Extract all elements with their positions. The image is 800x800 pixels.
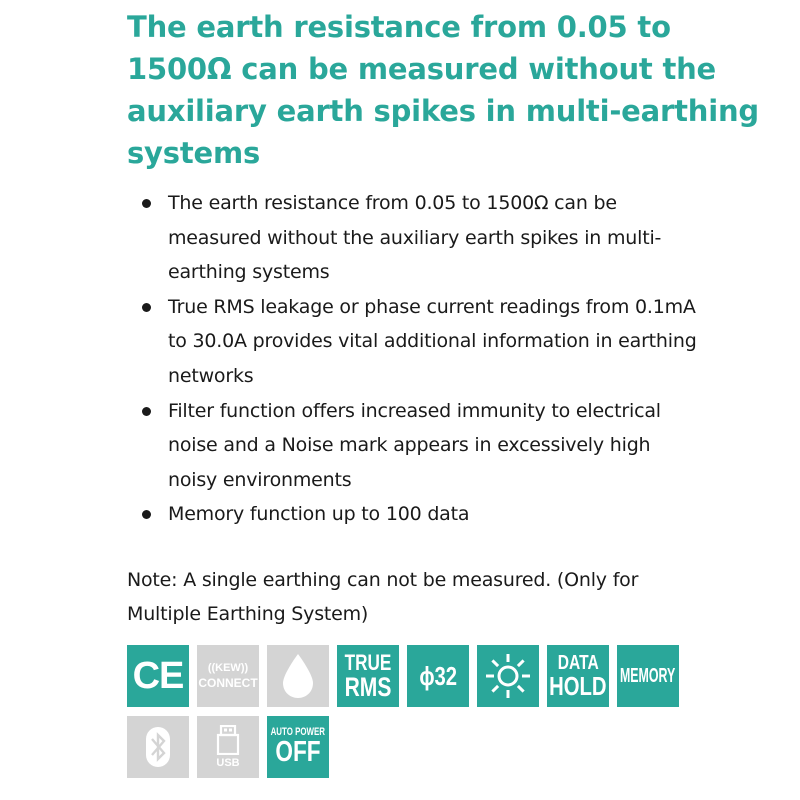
auto-power-text: AUTO POWER bbox=[270, 726, 326, 738]
off-text: OFF bbox=[275, 736, 321, 768]
list-item bbox=[140, 394, 700, 498]
feature-list bbox=[140, 186, 700, 532]
connect-text: CONNECT bbox=[198, 676, 258, 690]
data-text: DATA bbox=[557, 652, 599, 674]
diameter-32-badge bbox=[407, 645, 469, 707]
data-hold-badge bbox=[547, 645, 609, 707]
bullet-icon bbox=[142, 199, 151, 208]
hold-text: HOLD bbox=[549, 671, 607, 701]
true-rms-badge bbox=[337, 645, 399, 707]
memory-text: MEMORY bbox=[620, 665, 676, 687]
bullet-icon bbox=[142, 407, 151, 416]
backlight-badge bbox=[477, 645, 539, 707]
water-drop-badge bbox=[267, 645, 329, 707]
usb-badge bbox=[197, 716, 259, 778]
bluetooth-badge bbox=[127, 716, 189, 778]
rms-text: RMS bbox=[344, 671, 392, 702]
bullet-icon bbox=[142, 303, 151, 312]
feature-text: True RMS leakage or phase current readings from 0.1mA to 30.0A provides vital additional information in earthing networks bbox=[168, 295, 697, 387]
diameter-text: ϕ32 bbox=[419, 661, 457, 691]
ce-mark-text: CE bbox=[132, 655, 184, 697]
kew-connect-badge bbox=[197, 645, 259, 707]
feature-badges bbox=[127, 645, 687, 785]
bluetooth-icon bbox=[143, 726, 173, 768]
kew-text: ((KEW)) bbox=[207, 662, 249, 674]
list-item bbox=[140, 290, 700, 394]
memory-badge bbox=[617, 645, 679, 707]
note-text: Note: A single earthing can not be measured. (Only for Multiple Earthing System) bbox=[127, 569, 639, 625]
feature-text: Filter function offers increased immunity to electrical noise and a Noise mark appears in excessively high noisy environments bbox=[168, 399, 661, 491]
feature-text: Memory function up to 100 data bbox=[168, 503, 470, 526]
water-drop-icon bbox=[280, 652, 316, 700]
headline: The earth resistance from 0.05 to 1500Ω can be measured without the auxiliary earth spikes in multi-earthing systems bbox=[127, 10, 759, 170]
usb-plug-icon bbox=[214, 725, 242, 755]
bullet-icon bbox=[142, 510, 151, 519]
auto-power-off-badge bbox=[267, 716, 329, 778]
list-item bbox=[140, 497, 700, 532]
true-text: TRUE bbox=[344, 649, 392, 675]
ce-mark-badge bbox=[127, 645, 189, 707]
feature-text: The earth resistance from 0.05 to 1500Ω can be measured without the auxiliary earth spikes in multi-earthing systems bbox=[168, 192, 662, 284]
usb-text: USB bbox=[216, 757, 240, 769]
list-item bbox=[140, 186, 700, 290]
backlight-sun-icon bbox=[482, 650, 534, 702]
